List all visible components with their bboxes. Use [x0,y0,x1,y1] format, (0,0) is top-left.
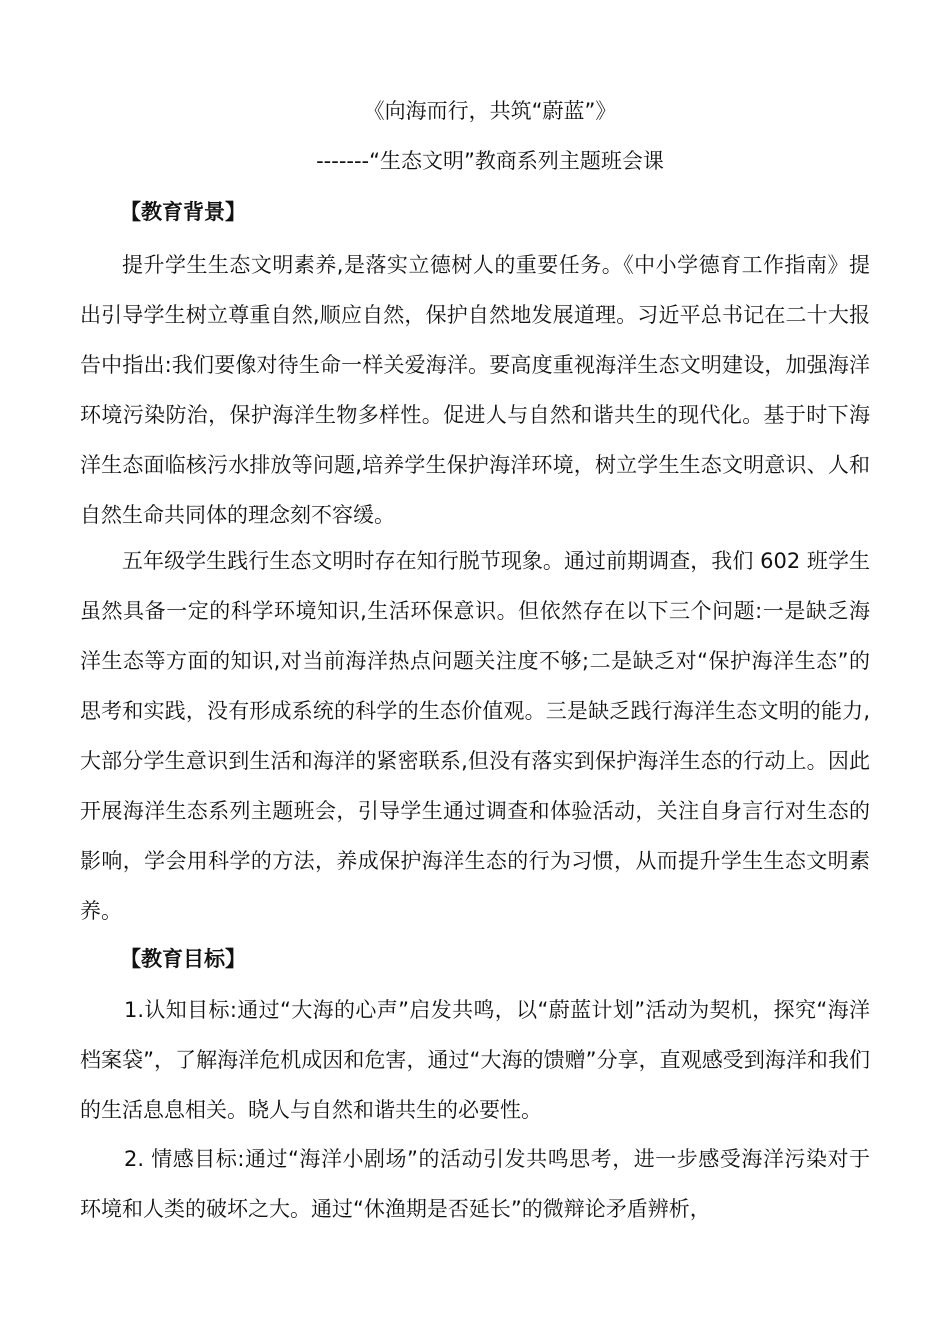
document-subtitle: -------“生态文明”教商系列主题班会课 [316,149,664,173]
goal-paragraph-1: 1.认知目标:通过“大海的心声”启发共鸣，以“蔚蓝计划”活动为契机，探究“海洋档案袋”，了解海洋危机成因和危害，通过“大海的馈赠”分享，直观感受到海洋和我们的生活息息相关。晓人与自然和谐共生的必要性。 [80,998,870,1122]
section-heading-goals: 【教育目标】 [120,947,246,971]
background-paragraph-2: 五年级学生践行生态文明时存在知行脱节现象。通过前期调查，我们 602 班学生虽然具备一定的科学环境知识,生活环保意识。但依然存在以下三个问题:一是缺乏海洋生态等方面的知识,对当前海洋热点问题关注度不够;二是缺乏对“保护海洋生态”的思考和实践，没有形成系统的科学的生态价值观。三是缺乏践行海洋生态文明的能力,大部分学生意识到生活和海洋的紧密联系,但没有落实到保护海洋生态的行动上。因此开展海洋生态系列主题班会，引导学生通过调查和体验活动，关注自身言行对生态的影响，学会用科学的方法，养成保护海洋生态的行为习惯，从而提升学生生态文明素养。 [80,549,870,923]
section-heading-background: 【教育背景】 [120,200,246,224]
document-title: 《向海而行，共筑“蔚蓝”》 [363,99,617,123]
background-paragraph-1: 提升学生生态文明素养,是落实立德树人的重要任务。《中小学德育工作指南》提出引导学生树立尊重自然,顺应自然，保护自然地发展道理。习近平总书记在二十大报告中指出:我们要像对待生命一样关爱海洋。要高度重视海洋生态文明建设，加强海洋环境污染防治，保护海洋生物多样性。促进人与自然和谐共生的现代化。基于时下海洋生态面临核污水排放等问题,培养学生保护海洋环境，树立学生生态文明意识、人和自然生命共同体的理念刻不容缓。 [80,253,870,527]
goal-paragraph-2: 2. 情感目标:通过“海洋小剧场”的活动引发共鸣思考，进一步感受海洋污染对于环境和人类的破坏之大。通过“休渔期是否延长”的微辩论矛盾辨析， [80,1147,870,1221]
